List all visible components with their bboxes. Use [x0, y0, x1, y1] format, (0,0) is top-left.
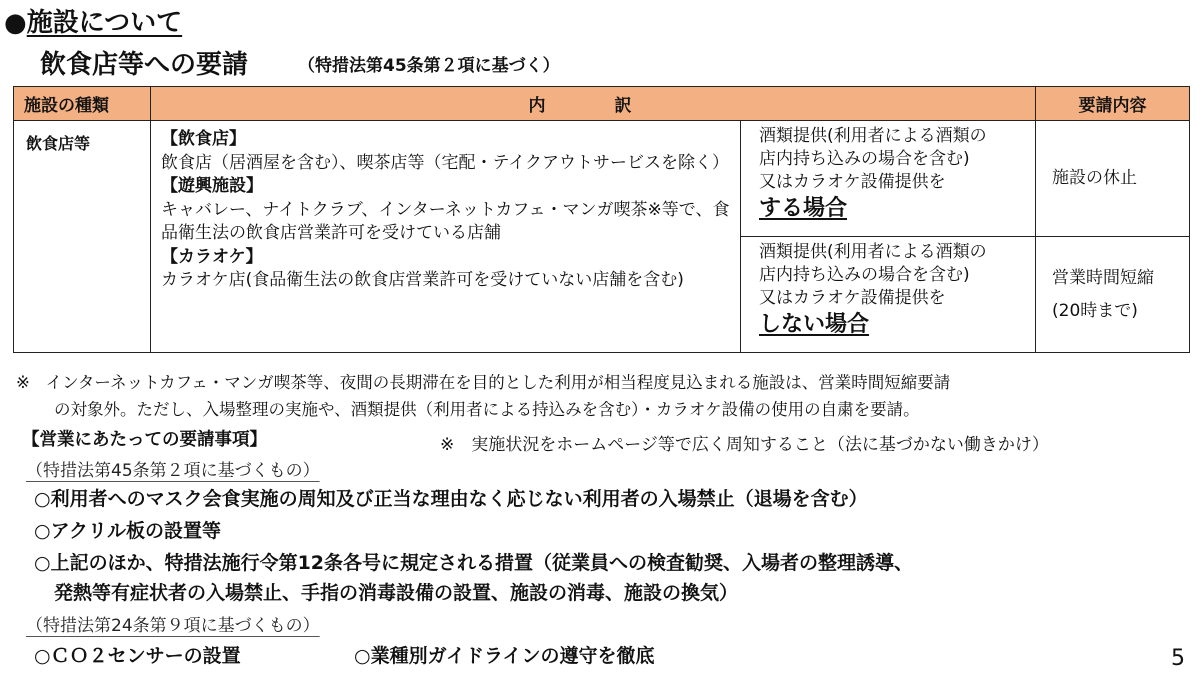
request-item-measures-cont: 発熱等有症状者の入場禁止、手指の消毒設備の設置、施設の消毒、施設の換気）	[54, 582, 739, 604]
requests-heading: 【営業にあたっての要請事項】	[22, 430, 267, 450]
footnote-line-2: の対象外。ただし、入場整理の実施や、酒類提供（利用者による持込みを含む）・カラオケ設備の使用の自粛を要請。	[54, 400, 920, 419]
category-restaurant-text: 飲食店（居酒屋を含む）、喫茶店等（宅配・テイクアウトサービスを除く）	[161, 152, 729, 173]
request-item-guidelines: ○業種別ガイドラインの遵守を徹底	[354, 645, 655, 667]
condition-line: 酒類提供(利用者による酒類の	[759, 126, 987, 146]
page-subtitle: 飲食店等への要請	[40, 50, 249, 80]
section-title	[4, 2, 182, 39]
request-item-acrylic: ○アクリル板の設置等	[34, 520, 222, 542]
request-item-co2-sensor: ○ＣＯ２センサーの設置	[34, 645, 241, 667]
condition-line: 又はカラオケ設備提供を	[759, 288, 946, 308]
header-facility-type: 施設の種類	[14, 87, 151, 121]
condition-line: 又はカラオケ設備提供を	[759, 172, 946, 192]
category-karaoke-text: カラオケ店(食品衛生法の飲食店営業許可を受けていない店舗を含む)	[161, 270, 684, 290]
request-item-measures: ○上記のほか、特措法施行令第12条各号に規定される措置（従業員への検査勧奨、入場者の整理誘導、	[34, 552, 914, 574]
legal-basis-45: （特措法第45条第２項に基づくもの）	[26, 461, 320, 481]
requests-side-note: ※ 実施状況をホームページ等で広く周知すること（法に基づかない働きかけ）	[440, 435, 1049, 455]
category-karaoke: 【カラオケ】	[161, 246, 263, 267]
condition-emphasis: しない場合	[759, 312, 870, 337]
header-request: 要請内容	[1036, 87, 1190, 121]
request-text-sub: (20時まで)	[1052, 300, 1138, 321]
condition-line: 酒類提供(利用者による酒類の	[759, 242, 987, 262]
request-cell-closure	[1036, 121, 1190, 237]
condition-line: 店内持ち込みの場合を含む)	[759, 265, 970, 285]
section-title-text: 施設について	[26, 8, 183, 38]
condition-cell-not-provide	[741, 237, 1036, 353]
request-item-mask: ○利用者へのマスク会食実施の周知及び正当な理由なく応じない利用者の入場禁止（退場を含む）	[34, 488, 868, 510]
category-restaurant: 【飲食店】	[161, 129, 246, 149]
footnote-mark: ※	[16, 373, 30, 392]
condition-line: 店内持ち込みの場合を含む)	[759, 149, 970, 169]
request-cell-shortened-hours	[1036, 237, 1190, 353]
header-breakdown: 内 訳	[151, 87, 1036, 121]
request-text: 施設の休止	[1052, 168, 1137, 188]
facility-request-table	[13, 86, 1190, 353]
footnote-line-1	[16, 371, 950, 394]
category-entertainment: 【遊興施設】	[161, 176, 263, 196]
breakdown-cell	[151, 121, 741, 353]
legal-basis-24: （特措法第24条第９項に基づくもの）	[26, 616, 320, 636]
condition-emphasis: する場合	[759, 196, 848, 221]
category-entertainment-text: キャバレー、ナイトクラブ、インターネットカフェ・マンガ喫茶※等で、食品衛生法の飲食店営業許可を受けている店舗	[161, 199, 730, 243]
request-text: 営業時間短縮	[1052, 267, 1154, 288]
bullet-icon: ●	[4, 8, 27, 38]
facility-type-cell: 飲食店等	[14, 121, 151, 353]
table-row	[14, 121, 1190, 237]
condition-cell-provide	[741, 121, 1036, 237]
page-number: 5	[1171, 646, 1185, 671]
footnote-text: インターネットカフェ・マンガ喫茶等、夜間の長期滞在を目的とした利用が相当程度見込まれる施設は、営業時間短縮要請	[45, 373, 951, 392]
table-header-row	[14, 87, 1190, 121]
subtitle-legal-basis: （特措法第45条第２項に基づく）	[298, 56, 560, 76]
